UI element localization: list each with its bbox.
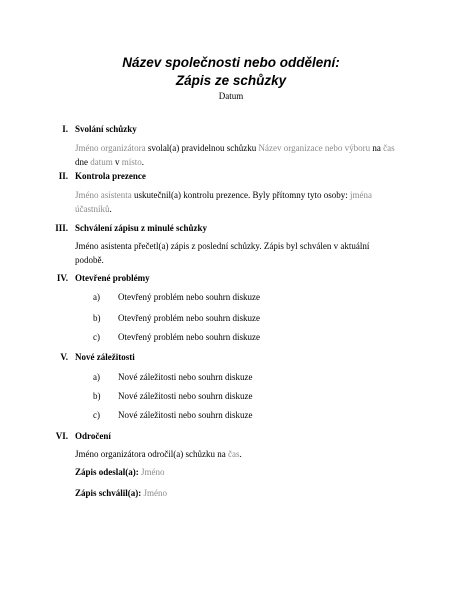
section-heading-adjournment: Odročení [75, 431, 111, 441]
section-number-3: III. [55, 223, 68, 233]
open-issue-item[interactable]: Otevřený problém nebo souhrn diskuze [118, 292, 260, 302]
section-heading-roll-call: Kontrola prezence [75, 171, 146, 181]
list-item-letter: a) [93, 372, 100, 382]
sent-by-label: Zápis odeslal(a): [75, 467, 139, 477]
minutes-title: Zápis ze schůzky [175, 73, 287, 88]
section-heading-open-issues: Otevřené problémy [75, 273, 150, 283]
list-item-letter: a) [93, 292, 100, 302]
section-heading-approval: Schválení zápisu z minulé schůzky [75, 223, 208, 233]
new-business-item[interactable]: Nové záležitosti nebo souhrn diskuze [118, 410, 253, 420]
company-title: Název společnosti nebo oddělení: [122, 55, 340, 70]
list-item-letter: b) [93, 313, 101, 323]
open-issue-item[interactable]: Otevřený problém nebo souhrn diskuze [118, 332, 260, 342]
section-paragraph-adjournment: Jméno organizátora odročil(a) schůzku na čas. [75, 449, 242, 459]
sent-by-name-placeholder[interactable]: Jméno [138, 467, 165, 477]
section-number-5: V. [60, 352, 68, 362]
list-item-letter: c) [93, 332, 100, 342]
section-number-6: VI. [55, 431, 68, 441]
attendees-placeholder[interactable]: jména účastníků [75, 190, 372, 214]
section-paragraph-approval: Jméno asistenta přečetl(a) zápis z poslední schůzky. Zápis byl schválen v aktuální podobě. [75, 241, 370, 265]
list-item-letter: c) [93, 410, 100, 420]
section-paragraph-call-to-order: Jméno organizátora svolal(a) pravidelnou schůzku Název organizace nebo výboru na čas dne datum v místo. [75, 143, 395, 167]
list-item-letter: b) [93, 391, 101, 401]
section-heading-new-business: Nové záležitosti [75, 352, 135, 362]
approved-by-name-placeholder[interactable]: Jméno [141, 488, 168, 498]
organizer-name-placeholder[interactable]: Jméno organizátora [75, 143, 146, 153]
place-placeholder[interactable]: místo [121, 157, 142, 167]
assistant-name-placeholder[interactable]: Jméno asistenta [75, 190, 132, 200]
time-placeholder[interactable]: čas [228, 449, 240, 459]
new-business-item[interactable]: Nové záležitosti nebo souhrn diskuze [118, 372, 253, 382]
section-paragraph-roll-call: Jméno asistenta uskutečnil(a) kontrolu prezence. Byly přítomny tyto osoby: jména účastníků. [75, 190, 372, 214]
section-number-1: I. [62, 124, 68, 134]
date-placeholder[interactable]: datum [90, 157, 113, 167]
new-business-item[interactable]: Nové záležitosti nebo souhrn diskuze [118, 391, 253, 401]
section-number-4: IV. [56, 273, 68, 283]
organization-name-placeholder[interactable]: Název organizace nebo výboru [258, 143, 371, 153]
approved-by-label: Zápis schválil(a): [75, 488, 142, 498]
minutes-approved-by [75, 488, 167, 499]
time-placeholder[interactable]: čas [383, 143, 395, 153]
minutes-sent-by [75, 467, 165, 478]
section-number-2: II. [58, 171, 68, 181]
date-field[interactable]: Datum [218, 91, 244, 101]
open-issue-item[interactable]: Otevřený problém nebo souhrn diskuze [118, 313, 260, 323]
section-heading-call-to-order: Svolání schůzky [75, 124, 137, 134]
